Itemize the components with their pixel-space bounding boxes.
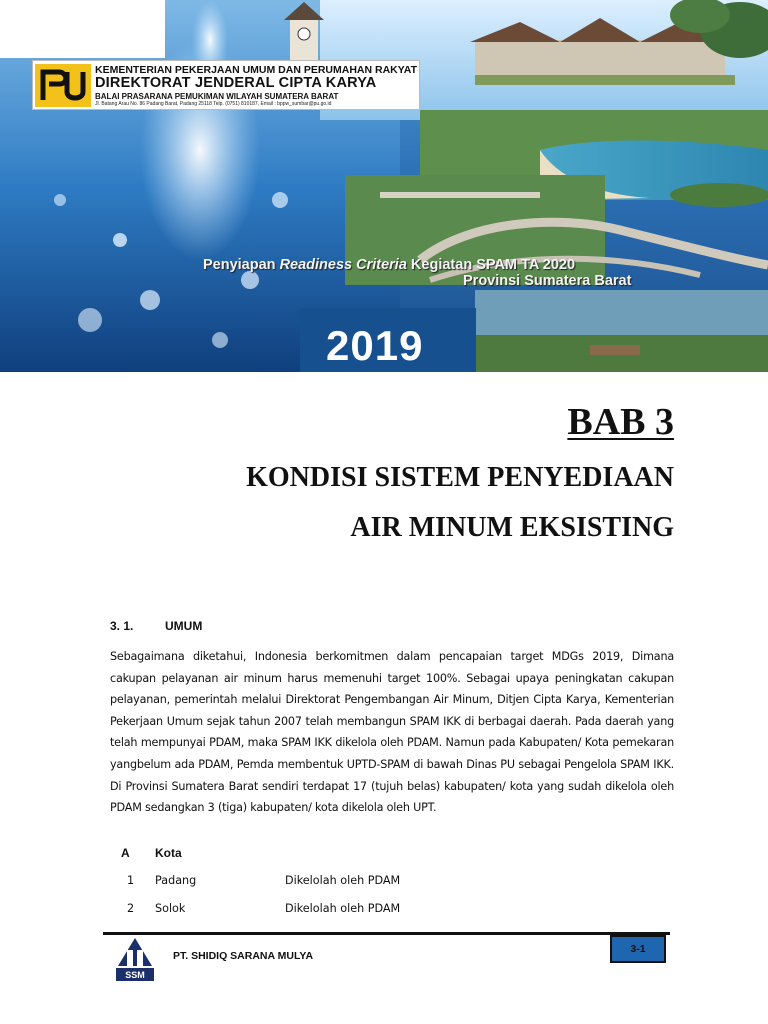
list-item	[0, 902, 768, 920]
list-item-name: Solok	[155, 902, 186, 915]
list-item	[0, 874, 768, 892]
org-address: Jl. Batang Arau No. 86 Padang Barat, Padang 25118 Telp. (0751) 810187, Email : bppw_sumbar@pu.go.id	[95, 101, 332, 107]
caption-suffix: Kegiatan SPAM TA 2020	[406, 257, 576, 273]
page-number-badge: 3-1	[610, 935, 666, 963]
org-line-ministry: KEMENTERIAN PEKERJAAN UMUM DAN PERUMAHAN RAKYAT	[95, 64, 418, 76]
banner-white-corner	[0, 0, 165, 58]
section-number: 3. 1.	[110, 619, 134, 633]
footer-divider	[103, 932, 670, 935]
pu-logo-icon	[35, 64, 91, 107]
chapter-label: BAB 3	[567, 401, 674, 443]
org-line-balai: BALAI PRASARANA PEMUKIMAN WILAYAH SUMATERA BARAT	[95, 92, 339, 101]
chapter-title-line1: KONDISI SISTEM PENYEDIAAN	[246, 462, 674, 493]
caption-prefix: Penyiapan	[203, 257, 280, 273]
banner-caption-line2: Provinsi Sumatera Barat	[463, 273, 632, 289]
chapter-title-line2: AIR MINUM EKSISTING	[350, 512, 674, 543]
banner-caption-line1	[203, 257, 575, 273]
banner-year: 2019	[326, 322, 424, 369]
list-item-status: Dikelolah oleh PDAM	[285, 874, 401, 887]
list-item-number: 1	[127, 874, 135, 887]
list-group-letter: A	[121, 846, 130, 860]
section-title: UMUM	[165, 619, 203, 633]
list-item-status: Dikelolah oleh PDAM	[285, 902, 401, 915]
cover-banner	[0, 0, 768, 372]
org-line-directorate: DIREKTORAT JENDERAL CIPTA KARYA	[95, 75, 377, 91]
list-group-label: Kota	[155, 846, 182, 860]
company-logo-icon	[110, 936, 160, 984]
footer-company-name: PT. SHIDIQ SARANA MULYA	[173, 950, 314, 962]
company-logo-text: SSM	[125, 970, 145, 980]
caption-italic: Readiness Criteria	[279, 257, 407, 273]
list-item-name: Padang	[155, 874, 197, 887]
list-item-number: 2	[127, 902, 135, 915]
section-paragraph: Sebagaimana diketahui, Indonesia berkomitmen dalam pencapaian target MDGs 2019, Dimana cakupan pelayanan air minum harus memenuhi target 100%. Sebagai upaya peningkatan cakupan pelayanan, pemerintah melalui Direktorat Pengembangan Air Minum, Ditjen Cipta Karya, Kementerian Pekerjaan Umum sejak tahun 2007 telah membangun SPAM IKK di berbagai daerah. Pada daerah yang telah mempunyai PDAM, maka SPAM IKK dikelola oleh PDAM. Namun pada Kabupaten/ Kota pemekaran yangbelum ada PDAM, Pemda membentuk UPTD-SPAM di bawah Dinas PU sebagai Pengelola SPAM IKK. Di Provinsi Sumatera Barat sendiri terdapat 17 (tujuh belas) kabupaten/ kota yang sudah dikelola oleh PDAM sedangkan 3 (tiga) kabupaten/ kota dikelola oleh UPT.	[110, 650, 674, 815]
ministry-logo-header	[32, 60, 420, 110]
